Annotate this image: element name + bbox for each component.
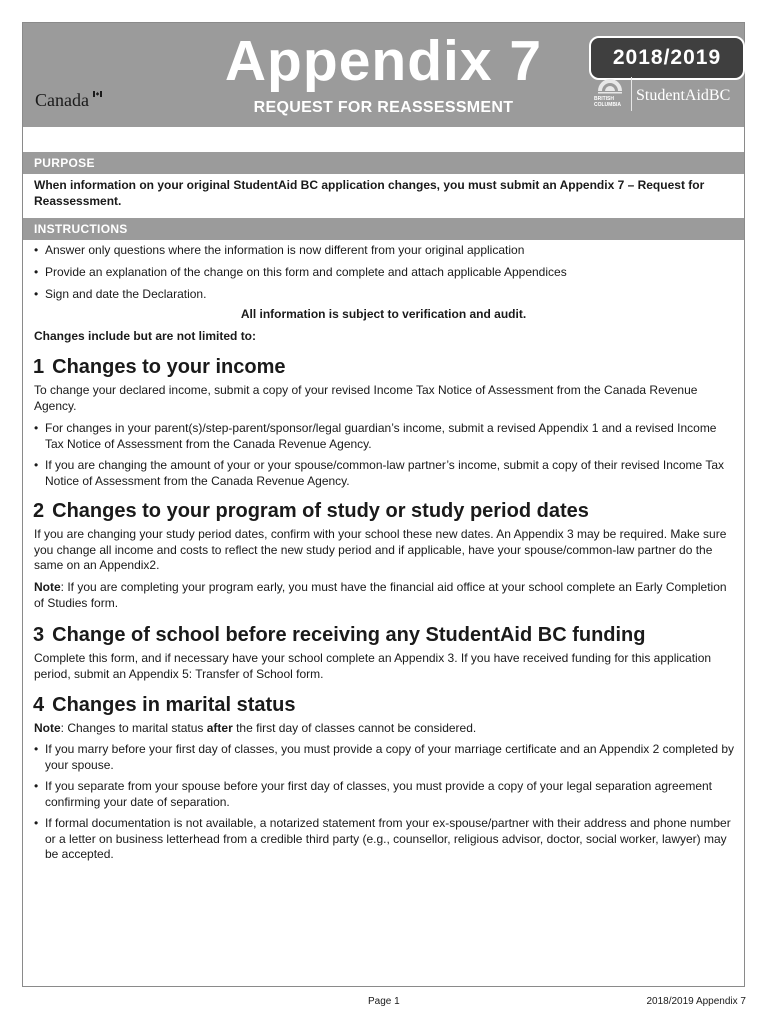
instruction-item: • Answer only questions where the information is now different from your original application: [34, 243, 734, 259]
section-title: Changes to your income: [52, 356, 286, 378]
purpose-text: When information on your original StudentAid BC application changes, you must submit an Appendix 7 – Request for Reassessment.: [34, 178, 705, 208]
note-emphasis: after: [206, 721, 233, 735]
purpose-heading: PURPOSE: [23, 152, 744, 174]
logo-separator: [631, 77, 632, 111]
section-number: 1: [33, 356, 45, 378]
section-number: 3: [33, 624, 45, 646]
british-columbia-label: BRITISH COLUMBIA: [594, 96, 621, 108]
page-header: [23, 23, 744, 127]
changes-intro: Changes include but are not limited to:: [34, 329, 257, 343]
section-title: Changes in marital status: [52, 694, 296, 716]
footer-form-id: 2018/2019 Appendix 7: [646, 996, 746, 1007]
section-number: 4: [33, 694, 45, 716]
page-subtitle: REQUEST FOR REASSESSMENT: [253, 99, 514, 116]
note-text: : If you are completing your program early, you must have the financial aid office at your school complete an Early Completion of Studies form.: [34, 580, 727, 610]
instruction-item: • Sign and date the Declaration.: [34, 287, 734, 303]
note-text: : Changes to marital status: [60, 721, 207, 735]
section-2-note: [34, 580, 734, 611]
section-3-heading: [33, 623, 646, 647]
section-4-item: • If you marry before your first day of classes, you must provide a copy of your marriage certificate and an Appendix 2 completed by your spouse.: [34, 742, 734, 773]
note-text: the first day of classes cannot be considered.: [232, 721, 477, 735]
section-1-item: • If you are changing the amount of your or your spouse/common-law partner’s income, submit a copy of their revised Income Tax Notice of Assessment from the Canada Revenue Agency.: [34, 458, 734, 489]
studentaidbc-logo: [594, 73, 754, 113]
canada-wordmark-text: Canada: [35, 90, 89, 110]
section-title: Changes to your program of study or study period dates: [52, 500, 589, 522]
page-number: Page 1: [368, 996, 400, 1007]
year-badge: 2018/2019: [589, 36, 745, 80]
instructions-heading: INSTRUCTIONS: [23, 218, 744, 240]
section-4-note: [34, 721, 734, 737]
note-label: Note: [34, 721, 61, 735]
instruction-item: • Provide an explanation of the change on this form and complete and attach applicable Appendices: [34, 265, 734, 281]
section-3-intro: Complete this form, and if necessary have your school complete an Appendix 3. If you have received funding for this application period, submit an Appendix 5: Transfer of School form.: [34, 651, 712, 681]
section-number: 2: [33, 500, 45, 522]
section-2-heading: [33, 499, 589, 523]
page-title: Appendix 7: [224, 29, 543, 93]
section-1-heading: [33, 355, 286, 379]
section-4-heading: [33, 693, 296, 717]
section-2-intro: If you are changing your study period dates, confirm with your school these new dates. An Appendix 3 may be required. Make sure you change all income and costs to reflect the new study period and if applicable, have your spouse/common-law partner do the same on an Appendix2.: [34, 527, 727, 572]
section-title: Change of school before receiving any StudentAid BC funding: [52, 624, 646, 646]
section-1-item: • For changes in your parent(s)/step-parent/sponsor/legal guardian’s income, submit a revised Appendix 1 and a revised Income Tax Notice of Assessment from the Canada Revenue Agency.: [34, 421, 734, 452]
studentaidbc-name: StudentAidBC: [636, 87, 731, 104]
section-4-item: • If you separate from your spouse before your first day of classes, you must provide a copy of your legal separation agreement confirming your date of separation.: [34, 779, 734, 810]
note-label: Note: [34, 580, 61, 594]
section-1-intro: To change your declared income, submit a copy of your revised Income Tax Notice of Assessment from the Canada Revenue Agency.: [34, 383, 698, 413]
section-4-item: • If formal documentation is not available, a notarized statement from your ex-spouse/partner with their address and phone number or a letter on business letterhead from a credible third party (e.g., counsellor, religious advisor, doctor, social worker, lawyer) may be accepted.: [34, 816, 734, 863]
verification-notice: All information is subject to verification and audit.: [240, 307, 527, 321]
